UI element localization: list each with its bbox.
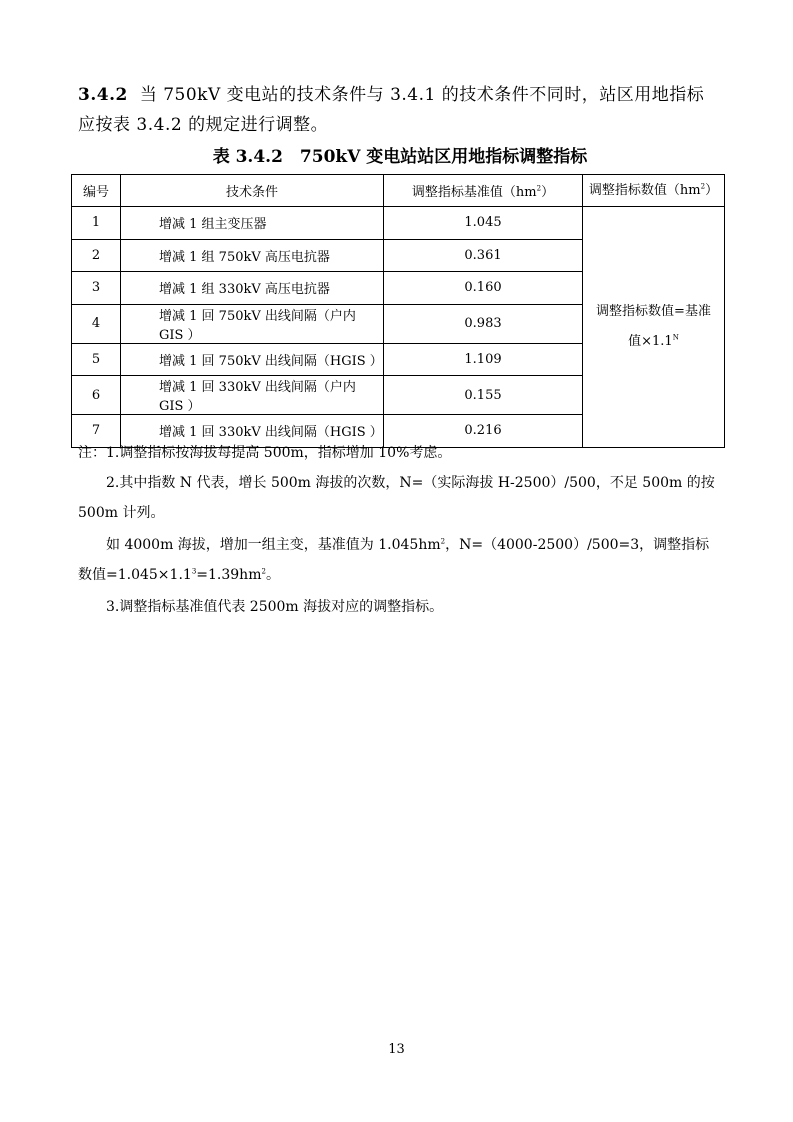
row-base: 0.216 [384,415,583,448]
row-base: 0.160 [384,272,583,305]
row-condition: 增减 1 回 750kV 出线间隔（HGIS ） [121,343,384,376]
row-base: 1.045 [384,207,583,240]
note-example: 如 4000m 海拔，增加一组主变，基准值为 $1.045hm^2$，N=（4000-2500）/500=3，调整指标数值$=1.045\times 1.1^3=1.39hm^2$。 [78,537,710,583]
table-header-row [72,175,725,207]
row-no: 4 [72,304,121,343]
header-no: 编号 [72,175,121,207]
row-no: 7 [72,415,121,448]
merged-value-cell [583,207,725,448]
row-condition: 增减 1 组主变压器 [121,207,384,240]
row-condition: 增减 1 回 330kV 出线间隔（HGIS ） [121,415,384,448]
row-condition: 增减 1 组 330kV 高压电抗器 [121,272,384,305]
row-no: 6 [72,376,121,415]
note-1: 注：1.调整指标按海拔每提高 500m，指标增加 10%考虑。 [78,445,452,461]
row-base: 0.361 [384,239,583,272]
clause-paragraph [78,80,718,140]
header-base: 调整指标基准值$(hm^2)$ [384,175,583,207]
row-condition: 增减 1 组 750kV 高压电抗器 [121,239,384,272]
merged-value-line2: 值$\times 1.1^N$ [628,333,679,349]
row-base: 0.983 [384,304,583,343]
row-condition: 增减 1 回 750kV 出线间隔（户内 GIS ） [121,304,384,343]
header-condition: 技术条件 [121,175,384,207]
page-number: 13 [388,1042,405,1057]
note-2: 2.其中指数 N 代表，增长 500m 海拔的次数，N=（实际海拔 H-2500）/500，不足 500m 的按 500m 计列。 [78,475,715,521]
row-condition: 增减 1 回 330kV 出线间隔（户内 GIS ） [121,376,384,415]
row-base: 1.109 [384,343,583,376]
header-value: 调整指标数值$(hm^2)$ [583,175,725,207]
row-no: 2 [72,239,121,272]
clause-number: 3.4.2 [78,85,128,105]
row-no: 3 [72,272,121,305]
merged-value-line1: 调整指标数值=基准 [596,303,711,319]
land-index-table [71,174,725,448]
row-no: 1 [72,207,121,240]
note-3: 3.调整指标基准值代表 2500m 海拔对应的调整指标。 [106,599,444,615]
table-row [72,207,725,240]
row-base: 0.155 [384,376,583,415]
row-no: 5 [72,343,121,376]
table-title: 表 3.4.2 750kV 变电站站区用地指标调整指标 [212,147,588,167]
clause-text: 当 750kV 变电站的技术条件与 3.4.1 的技术条件不同时，站区用地指标应按表 3.4.2 的规定进行调整。 [78,85,705,135]
